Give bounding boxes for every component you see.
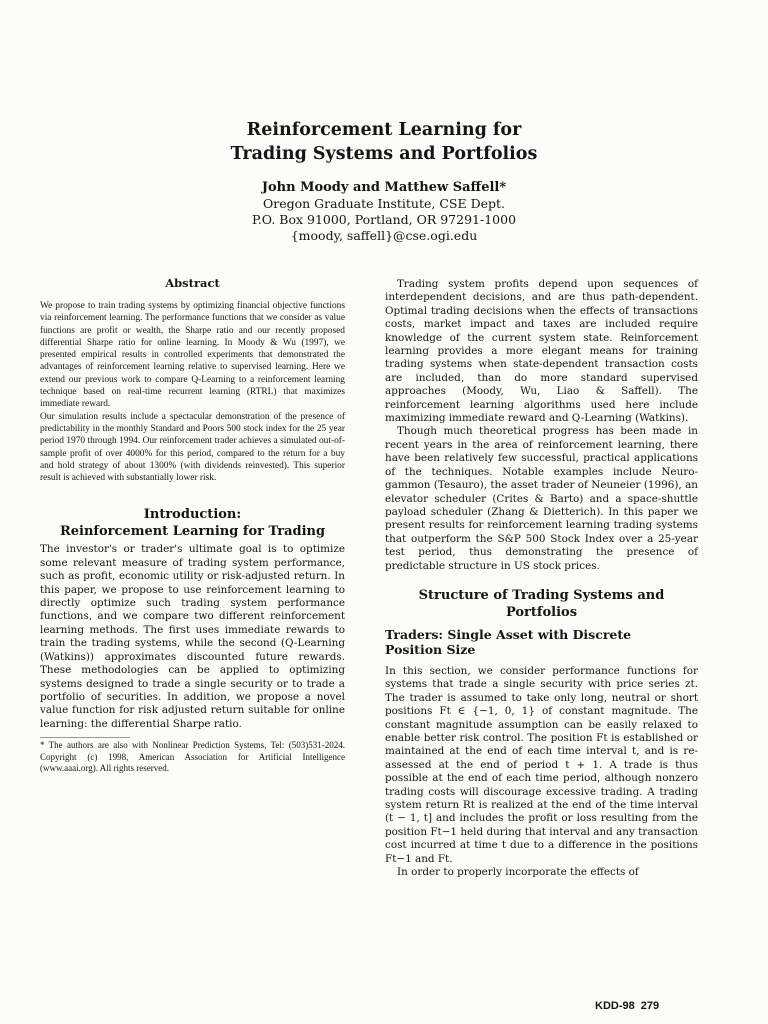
subsection-heading — [385, 627, 698, 657]
right-body-bottom — [385, 665, 698, 880]
right-paragraph-4: In order to properly incorporate the effects of — [397, 866, 639, 879]
title-line-1: Reinforcement Learning for — [246, 120, 522, 140]
intro-heading-line-2: Reinforcement Learning for Trading — [59, 524, 326, 540]
author-affiliation: Oregon Graduate Institute, CSE Dept. — [263, 196, 505, 211]
author-address: P.O. Box 91000, Portland, OR 97291-1000 — [251, 212, 517, 227]
subsection-heading-line-2: Position Size — [385, 641, 476, 657]
right-paragraph-1: Trading system profits depend upon sequences of interdependent decisions, and are thus path-dependent. Optimal trading decisions when the effects of transactions costs, market impact and taxes are included require knowledge of the current system state. Reinforcement learning provides a more elegant means for training trading systems when state-dependent transaction costs are included, than do more standard supervised approaches (Moody, Wu, Liao & Saffell). The reinforcement learning algorithms used here include maximizing immediate reward and Q-Learning (Watkins). — [385, 278, 698, 425]
left-column — [40, 276, 345, 775]
intro-heading — [40, 506, 345, 540]
abstract-paragraph-2: Our simulation results include a spectacular demonstration of the presence of predictability in the monthly Standard and Poors 500 stock index for the 25 year period 1970 through 1994. Our reinforcement trader achieves a simulated out-of-sample profit of over 4000% for this period, compared to the return for a buy and hold strategy of about 1300% (with dividends reinvested). This superior result is achieved with substantially lower risk. — [40, 411, 345, 484]
title-line-2: Trading Systems and Portfolios — [230, 144, 538, 164]
intro-body — [40, 543, 345, 731]
subsection-heading-line-1: Traders: Single Asset with Discrete — [385, 626, 632, 642]
venue-label: KDD-98 — [595, 1000, 635, 1012]
footnote-block — [40, 737, 345, 775]
right-paragraph-3: In this section, we consider performance functions for systems that trade a single security with price series zt. The trader is assumed to take only long, neutral or short positions Ft ∈ {−1, 0, 1} of constant magnitude. The constant magnitude assumption can be easily relaxed to enable better risk control. The position Ft is established or maintained at the end of each time interval t, and is re-assessed at the end of period t + 1. A trade is thus possible at the end of each time period, although nonzero trading costs will discourage excessive trading. A trading system return Rt is realized at the end of the time interval (t − 1, t] and includes the profit or loss resulting from the position Ft−1 held during that interval and any transaction cost incurred at time t due to a difference in the positions Ft−1 and Ft. — [385, 664, 698, 865]
paper-title — [0, 118, 768, 166]
abstract — [40, 276, 345, 484]
abstract-paragraph-1: We propose to train trading systems by optimizing financial objective functions via reinforcement learning. The performance functions that we consider as value functions are profit or wealth, the Sharpe ratio and our recently proposed differential Sharpe ratio for online learning. In Moody & Wu (1997), we presented empirical results in controlled experiments that demonstrated the advantages of reinforcement learning relative to supervised learning. Here we extend our previous work to compare Q-Learning to a reinforcement learning technique based on real-time recurrent learning (RTRL) that maximizes immediate reward. — [40, 301, 345, 410]
right-column — [385, 278, 698, 879]
page-number: 279 — [640, 1000, 660, 1012]
section-heading — [385, 587, 698, 621]
right-body-top — [385, 278, 698, 573]
author-block — [0, 180, 768, 244]
section-heading-line-1: Structure of Trading Systems and — [418, 587, 665, 603]
intro-paragraph-1: The investor's or trader's ultimate goal is to optimize some relevant measure of trading system performance, such as profit, economic utility or risk-adjusted return. In this paper, we propose to use reinforcement learning to directly optimize such trading system performance functions, and we compare two different reinforcement learning methods. The first uses immediate rewards to train the trading systems, while the second (Q-Learning (Watkins)) approximates discounted future rewards. These methodologies can be applied to optimizing systems designed to trade a single security or to trade a portfolio of securities. In addition, we propose a novel value function for risk adjusted return suitable for online learning: the differential Sharpe ratio. — [40, 543, 345, 730]
section-heading-line-2: Portfolios — [505, 604, 578, 620]
footnote-text: * The authors are also with Nonlinear Prediction Systems, Tel: (503)531-2024. Copyright (c) 1998, American Association for Artificial Intelligence (www.aaai.org). All rights reserved. — [40, 740, 345, 774]
author-email: {moody, saffell}@cse.ogi.edu — [290, 228, 478, 243]
intro-heading-line-1: Introduction: — [143, 507, 242, 523]
page-footer — [595, 1000, 665, 1012]
right-paragraph-2: Though much theoretical progress has been made in recent years in the area of reinforcement learning, there have been relatively few successful, practical applications of the techniques. Notable examples include Neuro-gammon (Tesauro), the asset trader of Neuneier (1996), an elevator scheduler (Crites & Barto) and a space-shuttle payload scheduler (Zhang & Dietterich). In this paper we present results for reinforcement learning trading systems that outperform the S&P 500 Stock Index over a 25-year test period, thus demonstrating the presence of predictable structure in US stock prices. — [385, 425, 698, 572]
abstract-heading: Abstract — [165, 276, 220, 290]
author-names: John Moody and Matthew Saffell* — [261, 180, 507, 195]
